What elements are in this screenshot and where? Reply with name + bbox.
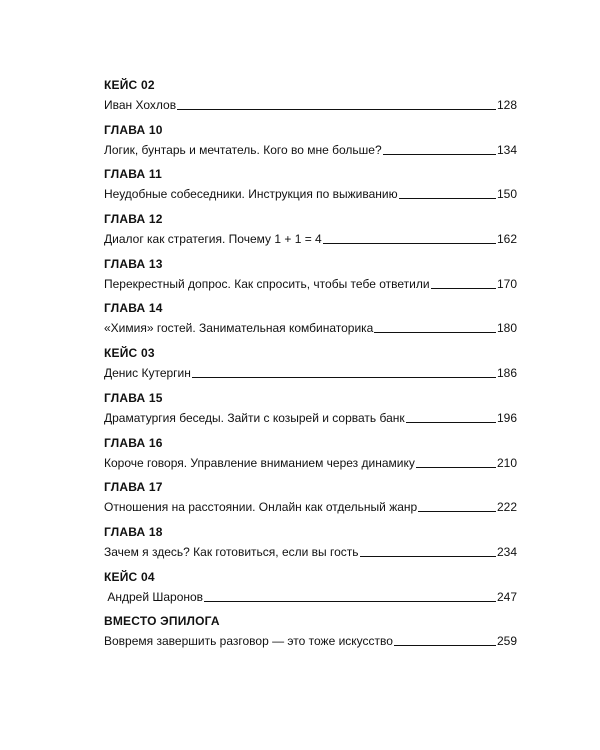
entry-title: «Химия» гостей. Занимательная комбинаторика — [104, 321, 374, 336]
toc-entry-chapter-16 — [104, 434, 517, 479]
toc-entry-case-04 — [104, 568, 517, 613]
toc-line — [104, 318, 517, 336]
toc-line — [104, 587, 517, 605]
page-number: 247 — [496, 589, 517, 604]
page-number: 162 — [496, 232, 517, 247]
section-label: ГЛАВА 16 — [104, 435, 163, 450]
page-number: 170 — [496, 276, 517, 291]
toc-line — [104, 363, 517, 381]
table-of-contents — [104, 76, 517, 657]
toc-line — [104, 631, 517, 649]
section-label: ВМЕСТО ЭПИЛОГА — [104, 614, 220, 629]
page-number: 186 — [496, 366, 517, 381]
leader-line — [360, 556, 496, 557]
page-number: 259 — [496, 634, 517, 649]
entry-title: Диалог как стратегия. Почему 1 + 1 = 4 — [104, 232, 322, 247]
leader-line — [192, 377, 496, 378]
page-number: 210 — [496, 455, 517, 470]
section-label: ГЛАВА 18 — [104, 524, 163, 539]
section-label: ГЛАВА 17 — [104, 480, 163, 495]
section-label: ГЛАВА 10 — [104, 122, 163, 137]
page-number: 134 — [496, 142, 517, 157]
entry-title: Вовремя завершить разговор — это тоже искусство — [104, 634, 393, 649]
entry-title: Короче говоря. Управление вниманием через динамику — [104, 455, 415, 470]
section-label: ГЛАВА 13 — [104, 256, 163, 271]
toc-entry-case-03 — [104, 344, 517, 389]
leader-line — [399, 198, 496, 199]
section-label: КЕЙС 03 — [104, 346, 155, 361]
toc-entry-epilogue — [104, 612, 517, 657]
toc-entry-chapter-12 — [104, 210, 517, 255]
entry-title: Неудобные собеседники. Инструкция по выживанию — [104, 187, 398, 202]
entry-title: Иван Хохлов — [104, 98, 177, 112]
entry-title: Перекрестный допрос. Как спросить, чтобы тебе ответили — [104, 276, 430, 291]
page-number: 128 — [496, 98, 517, 112]
page-number: 150 — [496, 187, 517, 202]
leader-line — [374, 332, 496, 333]
section-label: ГЛАВА 14 — [104, 301, 163, 316]
toc-line — [104, 140, 517, 158]
leader-line — [394, 645, 496, 646]
toc-line — [104, 453, 517, 471]
toc-entry-chapter-17 — [104, 478, 517, 523]
toc-line — [104, 184, 517, 202]
leader-line — [416, 467, 496, 468]
toc-line — [104, 542, 517, 560]
page-number: 196 — [496, 410, 517, 425]
section-label: ГЛАВА 12 — [104, 212, 163, 227]
page-number: 234 — [496, 544, 517, 559]
toc-line — [104, 95, 517, 113]
toc-entry-chapter-14 — [104, 299, 517, 344]
leader-line — [323, 243, 496, 244]
leader-line — [204, 601, 496, 602]
entry-title: Логик, бунтарь и мечтатель. Кого во мне больше? — [104, 142, 382, 157]
entry-title: Зачем я здесь? Как готовиться, если вы гость — [104, 544, 359, 559]
entry-title: Андрей Шаронов — [104, 589, 204, 604]
leader-line — [406, 422, 496, 423]
leader-line — [418, 511, 496, 512]
toc-line — [104, 274, 517, 292]
leader-line — [431, 288, 496, 289]
toc-entry-chapter-13 — [104, 255, 517, 300]
page-number: 180 — [496, 321, 517, 336]
leader-line — [383, 154, 496, 155]
toc-entry-case-02 — [104, 76, 517, 121]
toc-line — [104, 497, 517, 515]
entry-title: Денис Кутергин — [104, 366, 191, 381]
section-label: КЕЙС 04 — [104, 569, 155, 584]
toc-entry-chapter-18 — [104, 523, 517, 568]
toc-entry-chapter-11 — [104, 165, 517, 210]
leader-line — [177, 109, 496, 110]
page-number: 222 — [496, 500, 517, 515]
entry-title: Драматургия беседы. Зайти с козырей и сорвать банк — [104, 410, 405, 425]
toc-entry-chapter-10 — [104, 121, 517, 166]
toc-entry-chapter-15 — [104, 389, 517, 434]
section-label: ГЛАВА 15 — [104, 390, 163, 405]
toc-line — [104, 408, 517, 426]
entry-title: Отношения на расстоянии. Онлайн как отдельный жанр — [104, 500, 418, 515]
section-label: КЕЙС 02 — [104, 78, 155, 92]
toc-line — [104, 229, 517, 247]
section-label: ГЛАВА 11 — [104, 167, 162, 182]
